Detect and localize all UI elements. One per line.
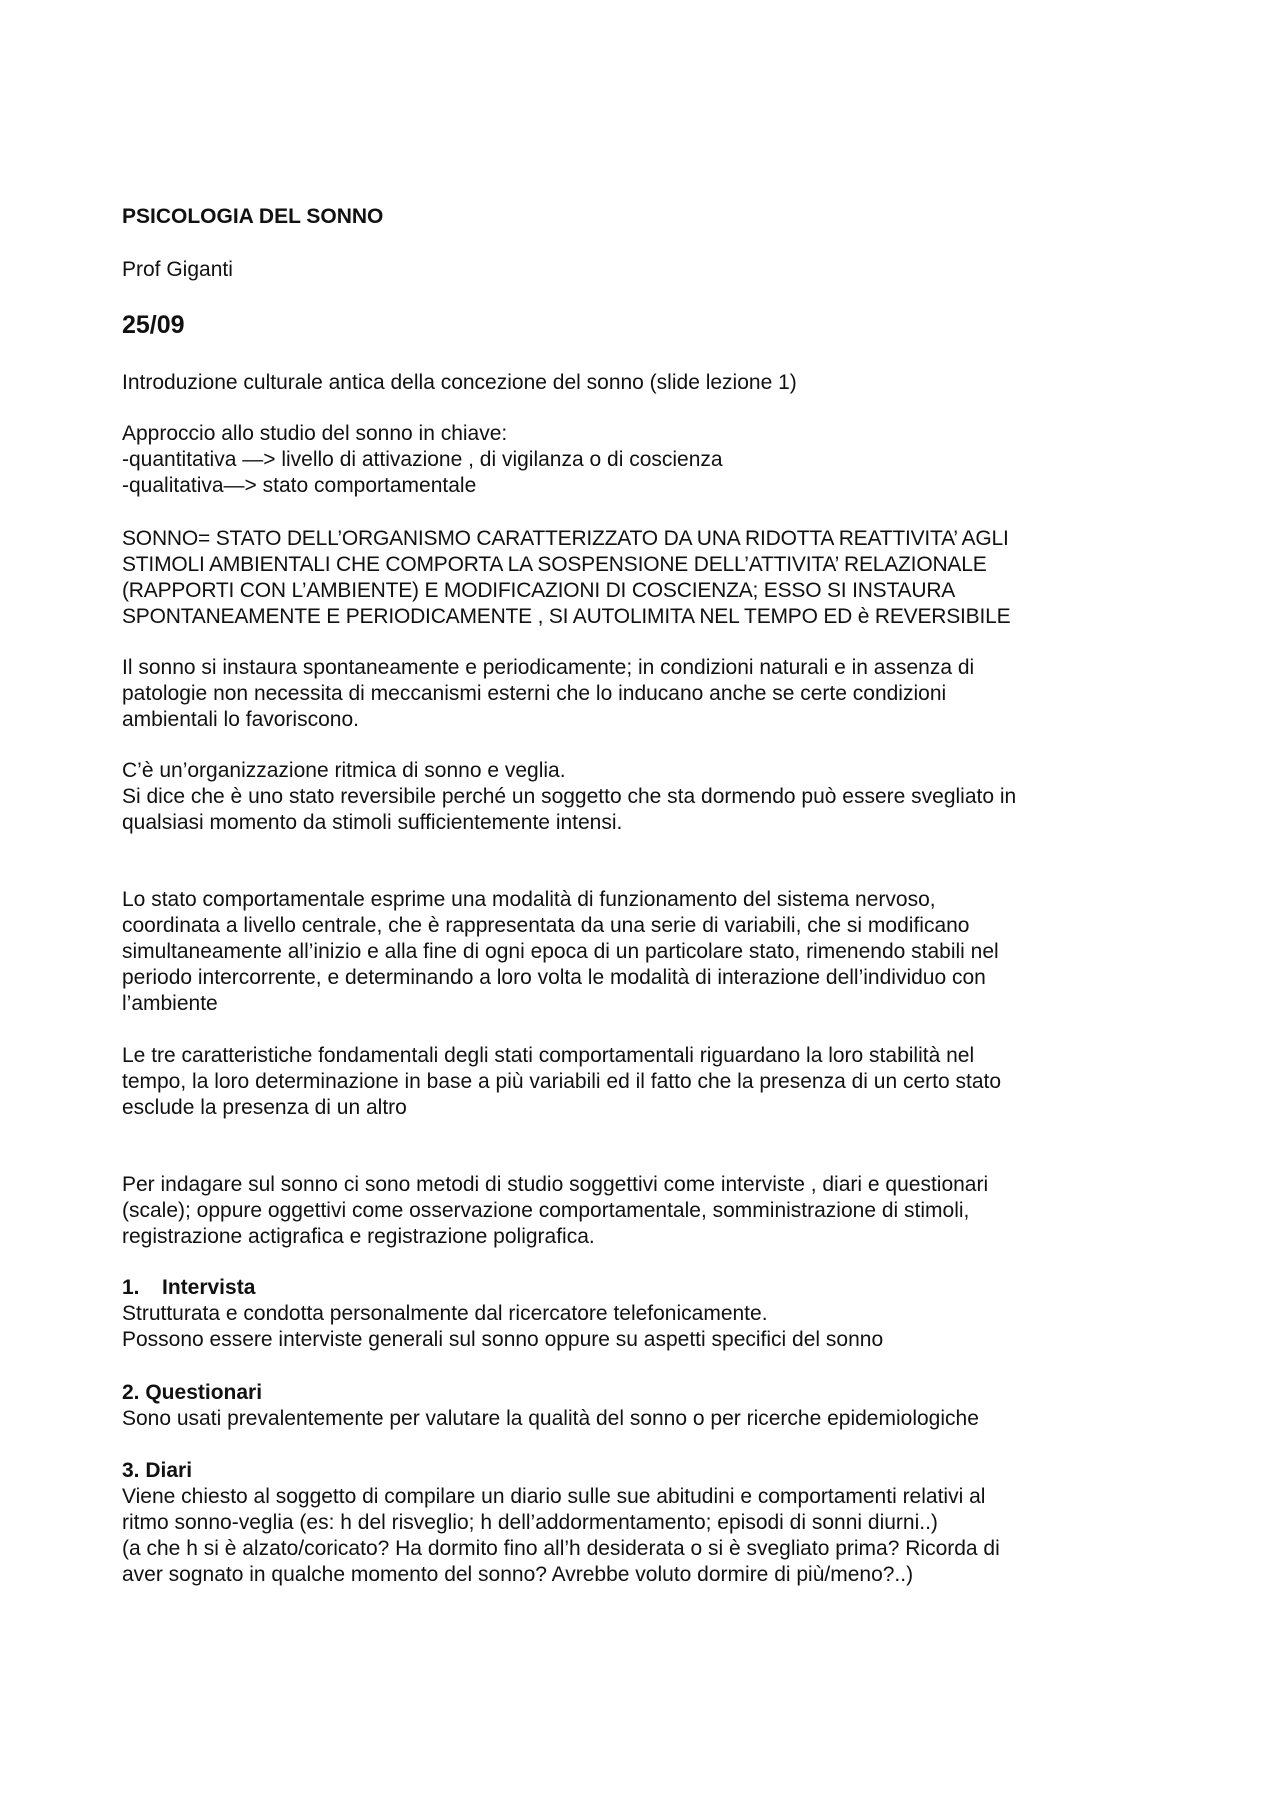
paragraph-line: patologie non necessita di meccanismi esterni che lo inducano anche se certe condizioni xyxy=(122,682,947,705)
paragraph-spontaneous xyxy=(122,655,1162,733)
paragraph-line: ambientali lo favoriscono. xyxy=(122,708,359,731)
approach-item: -quantitativa —> livello di attivazione , di vigilanza o di coscienza xyxy=(122,448,723,471)
method-title: Intervista xyxy=(162,1276,256,1299)
lesson-date: 25/09 xyxy=(122,311,185,339)
paragraph-line: C’è un’organizzazione ritmica di sonno e veglia. xyxy=(122,759,566,782)
paragraph-line: l’ambiente xyxy=(122,992,218,1015)
method-interview xyxy=(122,1275,1162,1353)
definition-line: (RAPPORTI CON L’AMBIENTE) E MODIFICAZIONI DI COSCIENZA; ESSO SI INSTAURA xyxy=(122,579,956,602)
paragraph-line: periodo intercorrente, e determinando a loro volta le modalità di interazione dell’individuo con xyxy=(122,966,986,989)
professor-name: Prof Giganti xyxy=(122,258,233,281)
method-line: Viene chiesto al soggetto di compilare un diario sulle sue abitudini e comportamenti relativi al xyxy=(122,1485,986,1508)
method-line: aver sognato in qualche momento del sonno? Avrebbe voluto dormire di più/meno?..) xyxy=(122,1563,914,1586)
approach-section xyxy=(122,421,1162,499)
document-title: PSICOLOGIA DEL SONNO xyxy=(122,205,384,228)
method-number: 1. xyxy=(122,1276,140,1299)
approach-heading: Approccio allo studio del sonno in chiave: xyxy=(122,422,508,445)
paragraph-characteristics xyxy=(122,1043,1162,1121)
paragraph-line: Lo stato comportamentale esprime una modalità di funzionamento del sistema nervoso, xyxy=(122,888,936,911)
paragraph-line: qualsiasi momento da stimoli sufficientemente intensi. xyxy=(122,811,623,834)
method-line: Possono essere interviste generali sul sonno oppure su aspetti specifici del sonno xyxy=(122,1328,884,1351)
definition-line: SONNO= STATO DELL’ORGANISMO CARATTERIZZATO DA UNA RIDOTTA REATTIVITA’ AGLI xyxy=(122,527,1009,550)
paragraph-line: esclude la presenza di un altro xyxy=(122,1096,407,1119)
intro-line: Introduzione culturale antica della concezione del sonno (slide lezione 1) xyxy=(122,371,797,394)
paragraph-line: Il sonno si instaura spontaneamente e periodicamente; in condizioni naturali e in assenza di xyxy=(122,656,975,679)
method-line: ritmo sonno-veglia (es: h del risveglio; h dell’addormentamento; episodi di sonni diurni..) xyxy=(122,1511,938,1534)
paragraph-line: simultaneamente all’inizio e alla fine di ogni epoca di un particolare stato, rimenendo stabili nel xyxy=(122,940,999,963)
method-heading: 3. Diari xyxy=(122,1459,193,1482)
paragraph-line: Per indagare sul sonno ci sono metodi di studio soggettivi come interviste , diari e questionari xyxy=(122,1173,989,1196)
method-questionnaires xyxy=(122,1380,1162,1432)
paragraph-behavioral-state xyxy=(122,887,1162,1017)
paragraph-line: (scale); oppure oggettivi come osservazione comportamentale, somministrazione di stimoli, xyxy=(122,1199,970,1222)
method-diaries xyxy=(122,1458,1162,1588)
paragraph-methods xyxy=(122,1172,1162,1250)
method-line: (a che h si è alzato/coricato? Ha dormito fino all’h desiderata o si è svegliato prima? Ricorda di xyxy=(122,1537,1000,1560)
paragraph-line: registrazione actigrafica e registrazione poligrafica. xyxy=(122,1225,595,1248)
paragraph-rhythm xyxy=(122,758,1162,836)
paragraph-line: Si dice che è uno stato reversibile perché un soggetto che sta dormendo può essere svegliato in xyxy=(122,785,1017,808)
definition-line: STIMOLI AMBIENTALI CHE COMPORTA LA SOSPENSIONE DELL’ATTIVITA’ RELAZIONALE xyxy=(122,553,987,576)
paragraph-line: tempo, la loro determinazione in base a più variabili ed il fatto che la presenza di un certo stato xyxy=(122,1070,1002,1093)
definition-line: SPONTANEAMENTE E PERIODICAMENTE , SI AUTOLIMITA NEL TEMPO ED è REVERSIBILE xyxy=(122,605,1011,628)
method-line: Strutturata e condotta personalmente dal ricercatore telefonicamente. xyxy=(122,1302,768,1325)
sleep-definition xyxy=(122,526,1162,630)
approach-item: -qualitativa—> stato comportamentale xyxy=(122,474,477,497)
method-heading: 2. Questionari xyxy=(122,1381,263,1404)
paragraph-line: Le tre caratteristiche fondamentali degli stati comportamentali riguardano la loro stabilità nel xyxy=(122,1044,975,1067)
method-heading xyxy=(122,1275,1162,1301)
method-line: Sono usati prevalentemente per valutare la qualità del sonno o per ricerche epidemiologiche xyxy=(122,1407,979,1430)
paragraph-line: coordinata a livello centrale, che è rappresentata da una serie di variabili, che si modificano xyxy=(122,914,970,937)
